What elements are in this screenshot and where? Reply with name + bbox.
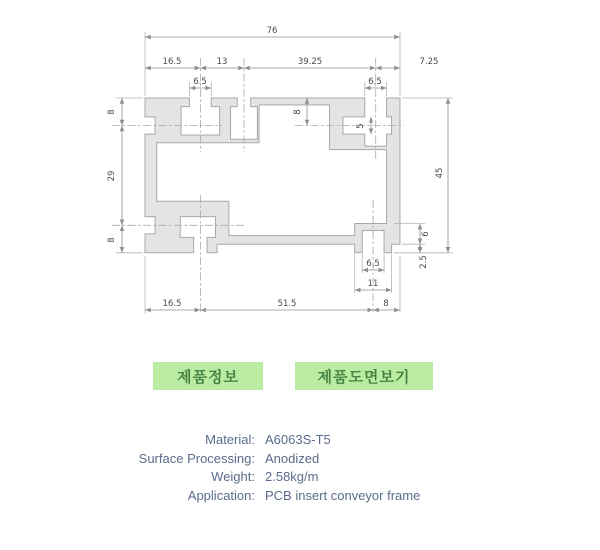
spec-value: Anodized [265, 450, 320, 466]
dim-height: 45 [435, 167, 445, 179]
dim-top-4: 7.25 [419, 57, 439, 67]
spec-value: A6063S-T5 [265, 432, 331, 447]
dim-bottom-slot-1: 6.5 [366, 259, 380, 269]
view-drawing-button[interactable] [295, 362, 433, 390]
product-info-button-label: 제품정보 [177, 368, 239, 386]
spec-row-surface [0, 450, 600, 469]
spec-label: Weight: [211, 469, 255, 484]
dim-top-1: 16.5 [162, 57, 182, 67]
dim-bottom-1: 16.5 [162, 299, 182, 309]
dim-bottom-slot-3: 8 [383, 299, 389, 309]
spec-value: PCB insert conveyor frame [265, 487, 421, 503]
spec-row-weight [0, 468, 600, 487]
dim-left-1: 8 [107, 109, 117, 115]
dim-bottom-right-2: 2.5 [419, 255, 429, 269]
spec-label: Application: [187, 487, 255, 503]
dim-bottom-2: 51.5 [277, 299, 297, 309]
dim-left-3: 8 [107, 237, 117, 243]
extension-lines [116, 32, 453, 313]
dim-left-2: 29 [107, 170, 117, 182]
dim-top-2: 13 [216, 57, 228, 67]
spec-label: Material: [205, 432, 255, 447]
dim-slot-top-left: 6.5 [193, 77, 207, 87]
dim-bottom-slot-2: 11 [367, 279, 379, 289]
spec-value: 2.58kg/m [265, 469, 319, 484]
spec-label: Surface Processing: [138, 450, 255, 466]
dim-arm: 5 [356, 123, 366, 129]
dim-web: 8 [293, 109, 303, 115]
view-drawing-button-label: 제품도면보기 [317, 368, 411, 386]
dim-slot-top-right: 6.5 [368, 77, 382, 87]
dim-bottom-right-1: 6 [421, 231, 431, 237]
product-specs [0, 431, 600, 505]
product-info-button[interactable] [153, 362, 263, 390]
spec-row-application [0, 487, 600, 506]
extrusion-profile-shape [145, 98, 400, 253]
dim-overall-width: 76 [266, 26, 278, 36]
dim-top-3: 39.25 [297, 57, 323, 67]
spec-row-material [0, 431, 600, 450]
